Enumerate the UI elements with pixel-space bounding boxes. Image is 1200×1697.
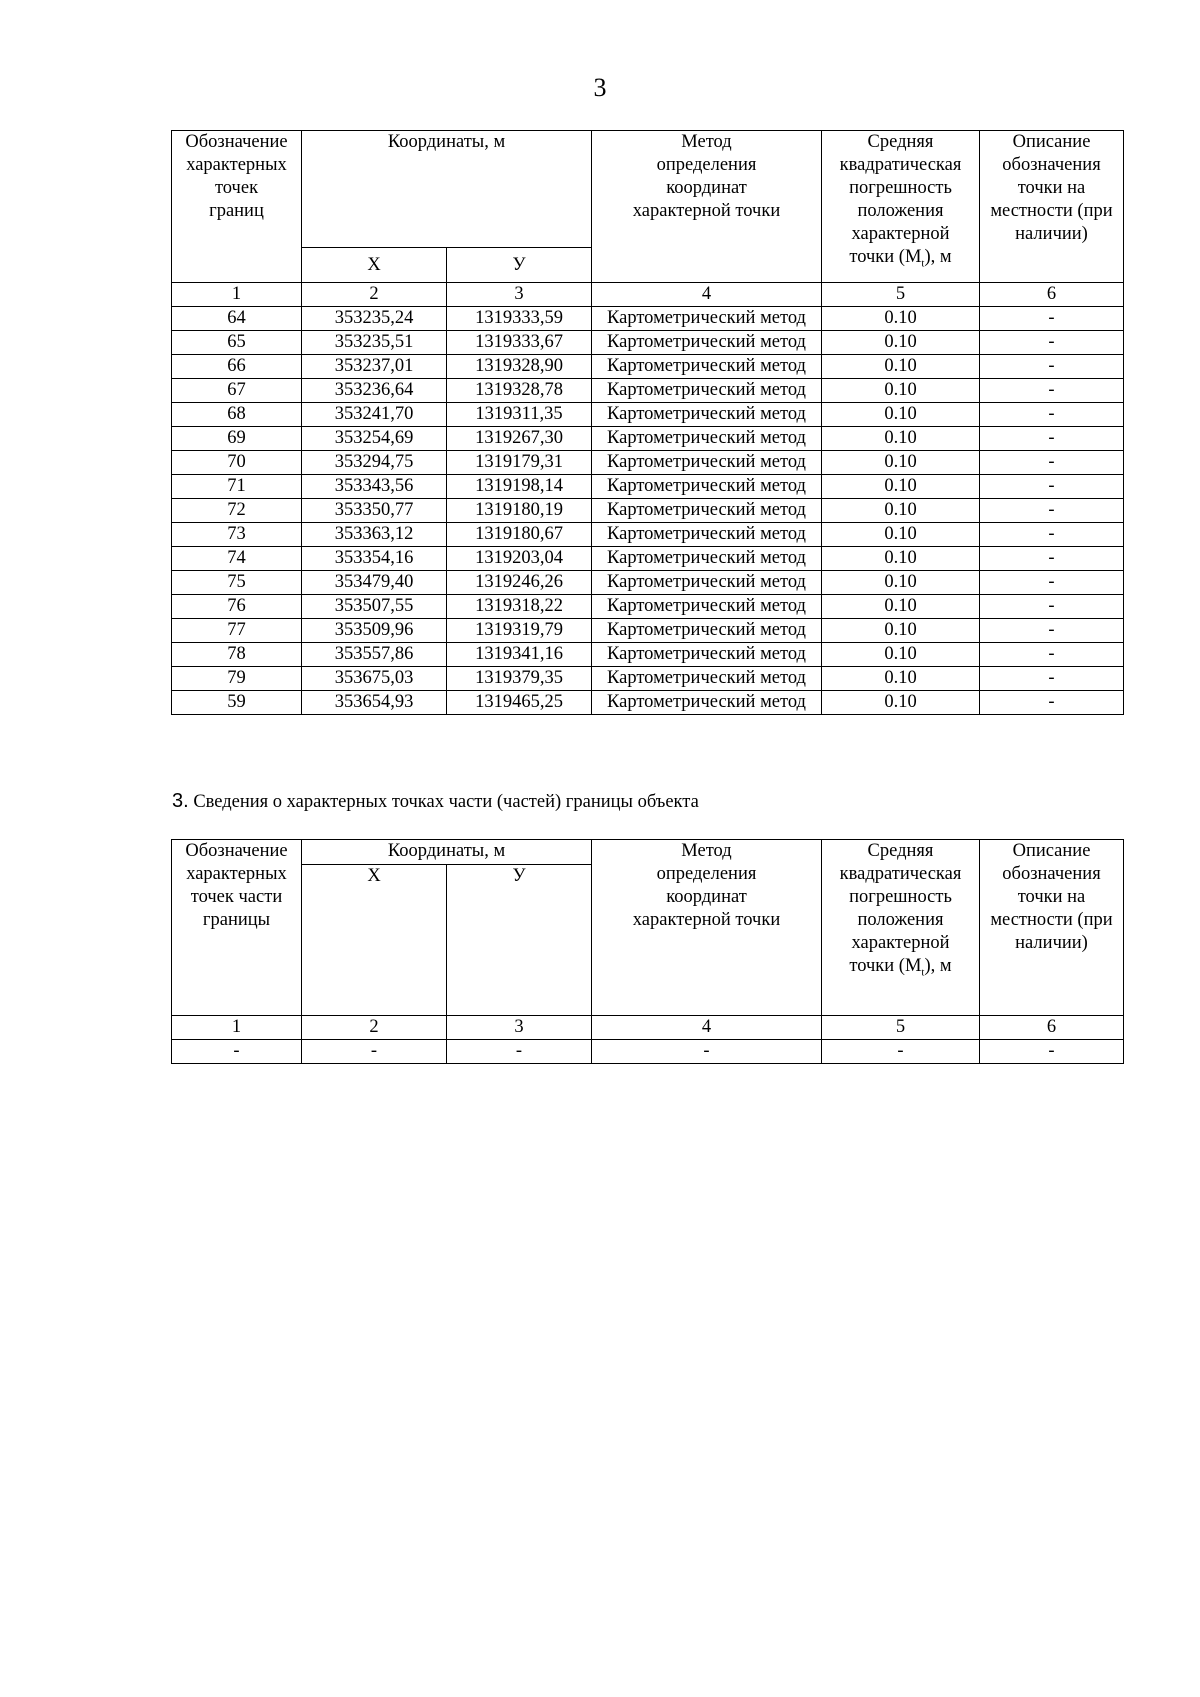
point-id-cell: 72 <box>172 499 302 523</box>
y-coordinate-cell: 1319267,30 <box>447 427 592 451</box>
error-cell: 0.10 <box>822 667 980 691</box>
y-coordinate-cell: 1319180,19 <box>447 499 592 523</box>
point-id-cell: 79 <box>172 667 302 691</box>
method-cell: Картометрический метод <box>592 619 822 643</box>
point-id-cell: 71 <box>172 475 302 499</box>
description-cell: - <box>980 643 1124 667</box>
error-cell: 0.10 <box>822 307 980 331</box>
y-coordinate-cell: 1319311,35 <box>447 403 592 427</box>
table-row <box>172 1040 1124 1064</box>
x-coordinate-cell: 353241,70 <box>302 403 447 427</box>
table-row <box>172 451 1124 475</box>
table-row <box>172 691 1124 715</box>
column-number: 6 <box>980 1016 1124 1040</box>
table-row <box>172 571 1124 595</box>
x-coordinate-cell: - <box>302 1040 447 1064</box>
section-title: Сведения о характерных точках части (частей) границы объекта <box>193 792 699 812</box>
point-id-cell: 78 <box>172 643 302 667</box>
header-x: X <box>302 248 447 283</box>
table-row <box>172 667 1124 691</box>
y-coordinate-cell: 1319465,25 <box>447 691 592 715</box>
method-cell: Картометрический метод <box>592 427 822 451</box>
column-numbers-row <box>172 283 1124 307</box>
description-cell: - <box>980 331 1124 355</box>
x-coordinate-cell: 353507,55 <box>302 595 447 619</box>
y-coordinate-cell: 1319341,16 <box>447 643 592 667</box>
table-row <box>172 379 1124 403</box>
y-coordinate-cell: 1319328,78 <box>447 379 592 403</box>
point-id-cell: 68 <box>172 403 302 427</box>
x-coordinate-cell: 353654,93 <box>302 691 447 715</box>
point-id-cell: 77 <box>172 619 302 643</box>
header-method: Метод определения координат характерной точки <box>592 840 822 1016</box>
error-cell: 0.10 <box>822 547 980 571</box>
error-cell: 0.10 <box>822 571 980 595</box>
header-mean-square-error: Средняя квадратическая погрешность положения характерной точки $(M_t)$, м <box>822 131 980 283</box>
point-id-cell: 73 <box>172 523 302 547</box>
column-number: 5 <box>822 1016 980 1040</box>
point-id-cell: 74 <box>172 547 302 571</box>
y-coordinate-cell: 1319179,31 <box>447 451 592 475</box>
point-id-cell: 75 <box>172 571 302 595</box>
header-coordinates: Координаты, м <box>302 840 592 865</box>
column-number: 3 <box>447 283 592 307</box>
x-coordinate-cell: 353557,86 <box>302 643 447 667</box>
x-coordinate-cell: 353363,12 <box>302 523 447 547</box>
header-x: X <box>302 865 447 1016</box>
point-id-cell: 59 <box>172 691 302 715</box>
error-cell: 0.10 <box>822 595 980 619</box>
column-number: 4 <box>592 1016 822 1040</box>
header-y: У <box>447 248 592 283</box>
x-coordinate-cell: 353235,24 <box>302 307 447 331</box>
table-row <box>172 403 1124 427</box>
y-coordinate-cell: 1319328,90 <box>447 355 592 379</box>
error-cell: 0.10 <box>822 643 980 667</box>
page-number: 3 <box>593 73 607 102</box>
error-cell: 0.10 <box>822 379 980 403</box>
table-row <box>172 307 1124 331</box>
description-cell: - <box>980 691 1124 715</box>
method-cell: Картометрический метод <box>592 691 822 715</box>
method-cell: Картометрический метод <box>592 379 822 403</box>
y-coordinate-cell: 1319198,14 <box>447 475 592 499</box>
x-coordinate-cell: 353509,96 <box>302 619 447 643</box>
table-row <box>172 475 1124 499</box>
y-coordinate-cell: 1319318,22 <box>447 595 592 619</box>
header-coordinates: Координаты, м <box>302 131 592 248</box>
description-cell: - <box>980 499 1124 523</box>
x-coordinate-cell: 353254,69 <box>302 427 447 451</box>
x-coordinate-cell: 353237,01 <box>302 355 447 379</box>
error-cell: 0.10 <box>822 691 980 715</box>
description-cell: - <box>980 595 1124 619</box>
table1-body <box>172 307 1124 715</box>
y-coordinate-cell: 1319379,35 <box>447 667 592 691</box>
section-heading <box>172 788 699 815</box>
method-cell: Картометрический метод <box>592 499 822 523</box>
header-point-designation: Обозначение характерных точек границ <box>172 131 302 283</box>
header-mean-square-error: Средняя квадратическая погрешность положения характерной точки $(M_t)$, м <box>822 840 980 1016</box>
y-coordinate-cell: 1319180,67 <box>447 523 592 547</box>
description-cell: - <box>980 403 1124 427</box>
point-id-cell: - <box>172 1040 302 1064</box>
y-coordinate-cell: 1319203,04 <box>447 547 592 571</box>
header-point-designation: Обозначение характерных точек части границы <box>172 840 302 1016</box>
point-id-cell: 69 <box>172 427 302 451</box>
column-number: 3 <box>447 1016 592 1040</box>
error-cell: 0.10 <box>822 523 980 547</box>
description-cell: - <box>980 475 1124 499</box>
description-cell: - <box>980 307 1124 331</box>
x-coordinate-cell: 353479,40 <box>302 571 447 595</box>
table-row <box>172 427 1124 451</box>
table-row <box>172 643 1124 667</box>
description-cell: - <box>980 619 1124 643</box>
method-cell: Картометрический метод <box>592 331 822 355</box>
method-cell: Картометрический метод <box>592 523 822 547</box>
error-cell: 0.10 <box>822 427 980 451</box>
method-cell: Картометрический метод <box>592 667 822 691</box>
point-id-cell: 66 <box>172 355 302 379</box>
description-cell: - <box>980 1040 1124 1064</box>
description-cell: - <box>980 523 1124 547</box>
method-cell: Картометрический метод <box>592 475 822 499</box>
description-cell: - <box>980 667 1124 691</box>
x-coordinate-cell: 353236,64 <box>302 379 447 403</box>
column-number: 1 <box>172 283 302 307</box>
point-id-cell: 67 <box>172 379 302 403</box>
error-cell: 0.10 <box>822 619 980 643</box>
point-id-cell: 64 <box>172 307 302 331</box>
method-cell: Картометрический метод <box>592 355 822 379</box>
x-coordinate-cell: 353235,51 <box>302 331 447 355</box>
method-cell: Картометрический метод <box>592 451 822 475</box>
y-coordinate-cell: 1319333,67 <box>447 331 592 355</box>
y-coordinate-cell: 1319246,26 <box>447 571 592 595</box>
table-row <box>172 595 1124 619</box>
column-number: 1 <box>172 1016 302 1040</box>
header-y: У <box>447 865 592 1016</box>
header-description: Описание обозначения точки на местности (при наличии) <box>980 131 1124 283</box>
error-cell: 0.10 <box>822 475 980 499</box>
description-cell: - <box>980 547 1124 571</box>
table-row <box>172 547 1124 571</box>
table-row <box>172 355 1124 379</box>
y-coordinate-cell: 1319333,59 <box>447 307 592 331</box>
error-cell: 0.10 <box>822 331 980 355</box>
table2-body <box>172 1040 1124 1064</box>
x-coordinate-cell: 353675,03 <box>302 667 447 691</box>
error-cell: 0.10 <box>822 451 980 475</box>
x-coordinate-cell: 353294,75 <box>302 451 447 475</box>
error-cell: - <box>822 1040 980 1064</box>
table-row <box>172 499 1124 523</box>
characteristic-points-table <box>171 130 1124 715</box>
column-number: 2 <box>302 283 447 307</box>
point-id-cell: 70 <box>172 451 302 475</box>
method-cell: Картометрический метод <box>592 595 822 619</box>
method-cell: Картометрический метод <box>592 547 822 571</box>
column-number: 4 <box>592 283 822 307</box>
method-cell: Картометрический метод <box>592 643 822 667</box>
method-cell: - <box>592 1040 822 1064</box>
part-boundary-points-table <box>171 839 1124 1064</box>
header-method: Метод определения координат характерной точки <box>592 131 822 283</box>
y-coordinate-cell: - <box>447 1040 592 1064</box>
point-id-cell: 65 <box>172 331 302 355</box>
column-number: 5 <box>822 283 980 307</box>
x-coordinate-cell: 353354,16 <box>302 547 447 571</box>
description-cell: - <box>980 451 1124 475</box>
error-cell: 0.10 <box>822 355 980 379</box>
table-row <box>172 331 1124 355</box>
error-cell: 0.10 <box>822 499 980 523</box>
x-coordinate-cell: 353350,77 <box>302 499 447 523</box>
header-description: Описание обозначения точки на местности (при наличии) <box>980 840 1124 1016</box>
description-cell: - <box>980 571 1124 595</box>
table-row <box>172 619 1124 643</box>
column-numbers-row <box>172 1016 1124 1040</box>
column-number: 6 <box>980 283 1124 307</box>
error-cell: 0.10 <box>822 403 980 427</box>
description-cell: - <box>980 379 1124 403</box>
y-coordinate-cell: 1319319,79 <box>447 619 592 643</box>
description-cell: - <box>980 427 1124 451</box>
x-coordinate-cell: 353343,56 <box>302 475 447 499</box>
column-number: 2 <box>302 1016 447 1040</box>
table-row <box>172 523 1124 547</box>
point-id-cell: 76 <box>172 595 302 619</box>
method-cell: Картометрический метод <box>592 571 822 595</box>
method-cell: Картометрический метод <box>592 307 822 331</box>
description-cell: - <box>980 355 1124 379</box>
method-cell: Картометрический метод <box>592 403 822 427</box>
section-number: 3. <box>172 790 189 812</box>
